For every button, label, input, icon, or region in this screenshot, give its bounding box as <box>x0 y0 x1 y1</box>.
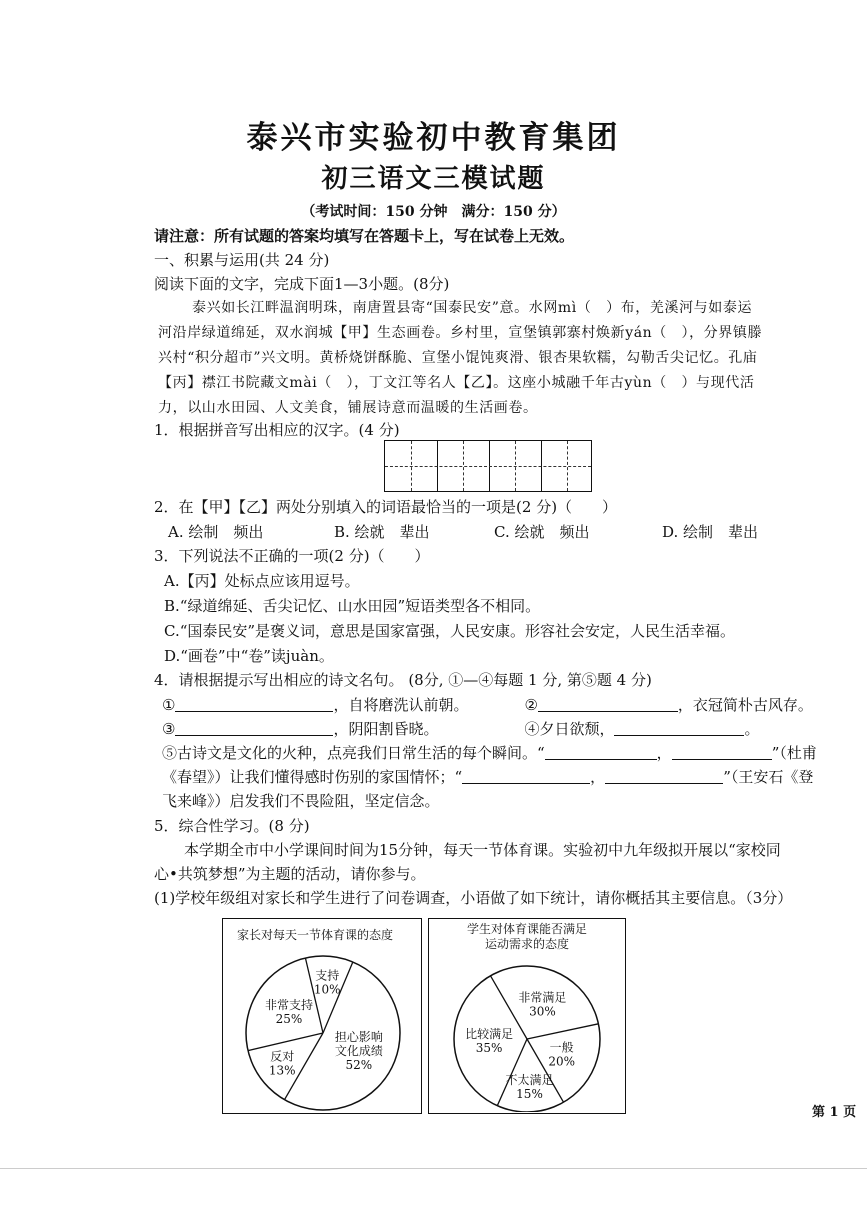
q4-line-5: 飞来峰》）启发我们不畏险阻，坚定信念。 <box>162 792 440 810</box>
answer-blank[interactable] <box>605 768 723 784</box>
passage-line-3: 兴村“积分超市”兴文明。黄桥烧饼酥脆、宣堡小馄饨爽滑、银杏果软糯，勾勒舌尖记忆。孔庙 <box>158 350 758 366</box>
notice: 请注意：所有试题的答案均填写在答题卡上，写在试卷上无效。 <box>154 227 575 245</box>
slice-category-label: 担心影响 <box>334 1029 383 1044</box>
pie-chart-parents-svg <box>223 919 420 1112</box>
exam-group-title: 泰兴市实验初中教育集团 <box>246 120 621 156</box>
q5-sub-1: (1)学校年级组对家长和学生进行了问卷调查，小语做了如下统计，请你概括其主要信息。（3分） <box>154 889 793 907</box>
slice-value-label: 52% <box>345 1057 373 1072</box>
passage-line-4: 【丙】襟江书院藏文mài（ ），丁文江等名人【乙】。这座小城融千年古yùn（ ）与现代活 <box>158 375 755 391</box>
slice-category-label: 非常支持 <box>264 997 313 1012</box>
chart-title: 家长对每天一节体育课的态度 <box>237 928 394 942</box>
slice-category-label: 非常满足 <box>518 990 567 1005</box>
answer-blank[interactable] <box>175 720 333 736</box>
q3-option-a: A.【丙】处标点应该用逗号。 <box>164 572 360 590</box>
pie-chart-parents <box>222 918 422 1114</box>
slice-value-label: 20% <box>548 1054 576 1069</box>
slice-value-label: 25% <box>275 1011 303 1026</box>
slice-category-label: 比较满足 <box>465 1026 514 1041</box>
question-1: 1．根据拼音写出相应的汉字。(4 分) <box>154 421 400 439</box>
slice-value-label: 15% <box>516 1087 543 1102</box>
q3-option-c: C.“国泰民安”是褒义词，意思是国家富强，人民安康。形容社会安定，人民生活幸福。 <box>164 622 736 640</box>
answer-grid[interactable] <box>384 440 592 492</box>
answer-blank[interactable] <box>672 744 772 760</box>
slice-value-label: 30% <box>529 1004 556 1019</box>
section1-heading: 一、积累与运用(共 24 分) <box>154 251 330 269</box>
pie-chart-students <box>428 918 626 1114</box>
question-3: 3．下列说法不正确的一项(2 分)（ ） <box>154 547 430 565</box>
exam-info: （考试时间：150 分钟 满分：150 分） <box>301 204 566 220</box>
q4-line-1: ① ，自将磨洗认前朝。 ② ，衣冠简朴古风存。 <box>162 696 813 714</box>
slice-category-label: 一般 <box>549 1040 574 1055</box>
page-number: 第 1 页 <box>812 1105 857 1120</box>
pie-chart-students-svg <box>429 919 624 1112</box>
slice-value-label: 13% <box>268 1063 296 1078</box>
slice-category-label: 不太满足 <box>505 1073 554 1088</box>
q5-para-2: 心•共筑梦想”为主题的活动，请你参与。 <box>154 865 426 883</box>
question-4: 4．请根据提示写出相应的诗文名句。 (8分, ①—④每题 1 分, 第⑤题 4 分) <box>154 671 652 689</box>
passage-line-1: 泰兴如长江畔温润明珠，南唐置县寄“国泰民安”意。水网mì（ ）布，羌溪河与如泰运 <box>192 300 753 316</box>
q2-option-a: A. 绘制 频出 <box>168 523 264 541</box>
chart-title: 学生对体育课能否满足 <box>466 922 588 936</box>
section1-intro: 阅读下面的文字，完成下面1—3小题。(8分) <box>154 275 450 293</box>
slice-category-label: 支持 <box>315 968 340 983</box>
answer-blank[interactable] <box>175 696 333 712</box>
slice-category-label: 文化成绩 <box>334 1043 383 1058</box>
q2-option-b: B. 绘就 辈出 <box>334 523 430 541</box>
question-5: 5．综合性学习。(8 分) <box>154 817 310 835</box>
q4-line-4: 《春望》）让我们懂得感时伤别的家国情怀；“ ， ”（王安石《登 <box>162 768 814 786</box>
passage-line-5: 力，以山水田园、人文美食，铺展诗意而温暖的生活画卷。 <box>158 400 538 416</box>
slice-category-label: 反对 <box>270 1049 295 1064</box>
passage-line-2: 河沿岸绿道绵延，双水润城【甲】生态画卷。乡村里，宣堡镇郭寨村焕新yán（ ），分界镇滕 <box>158 325 763 341</box>
answer-blank[interactable] <box>614 720 744 736</box>
question-2: 2．在【甲】【乙】两处分别填入的词语最恰当的一项是(2 分)（ ） <box>154 498 618 516</box>
answer-blank[interactable] <box>538 696 678 712</box>
chart-title: 运动需求的态度 <box>484 937 570 951</box>
q5-para-1: 本学期全市中小学课间时间为15分钟，每天一节体育课。实验初中九年级拟开展以“家校同 <box>184 841 781 859</box>
q3-option-b: B.“绿道绵延、舌尖记忆、山水田园”短语类型各不相同。 <box>164 597 541 615</box>
slice-value-label: 10% <box>313 982 341 997</box>
q4-line-3: ⑤古诗文是文化的火种，点亮我们日常生活的每个瞬间。“ ， ”（杜甫 <box>162 744 817 762</box>
q2-option-c: C. 绘就 频出 <box>494 523 590 541</box>
footer-divider <box>0 1168 867 1169</box>
slice-value-label: 35% <box>475 1040 503 1055</box>
q2-option-d: D. 绘制 辈出 <box>662 523 759 541</box>
q4-line-2: ③ ，阴阳割昏晓。 ④夕日欲颓， 。 <box>162 720 760 738</box>
answer-blank[interactable] <box>462 768 590 784</box>
exam-title: 初三语文三模试题 <box>321 164 546 194</box>
answer-blank[interactable] <box>545 744 657 760</box>
q3-option-d: D.“画卷”中“卷”读juàn。 <box>164 647 334 665</box>
